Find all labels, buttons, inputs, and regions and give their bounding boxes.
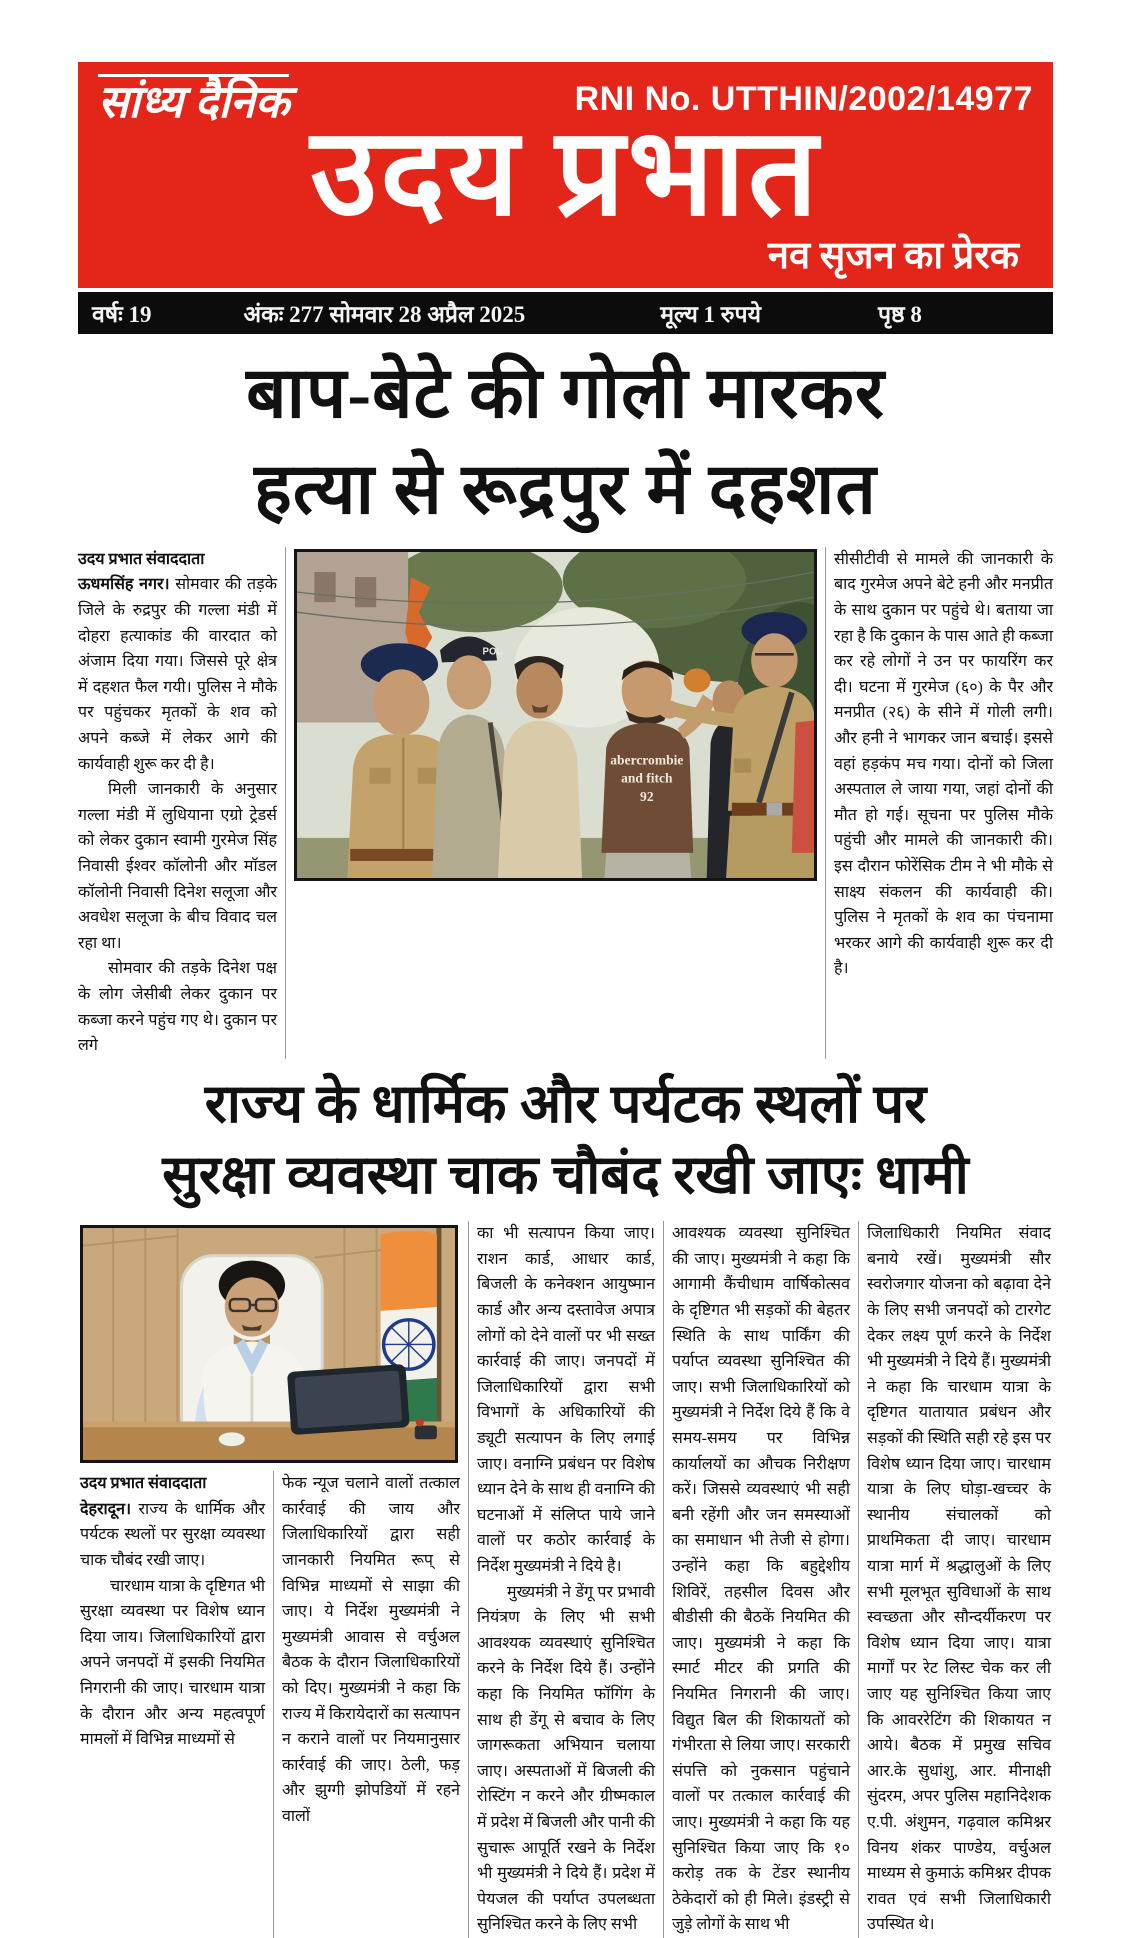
article-paragraph: [78, 572, 277, 777]
second-headline-line1: राज्य के धार्मिक और पर्यटक स्थलों पर: [204, 1073, 927, 1134]
lead-story: [78, 547, 1053, 1059]
newspaper-tagline: नव सृजन का प्रेरक: [767, 234, 1019, 277]
shirt-text-line1: abercrombie: [610, 752, 684, 768]
paragraph-text: राज्य के धार्मिक और पर्यटक स्थलों पर सुरक्षा व्यवस्था चाक चौबंद रखी जाए।: [80, 1500, 265, 1570]
cm-meeting-photo: [80, 1225, 458, 1463]
date-bar: [78, 292, 1053, 334]
article-paragraph: का भी सत्यापन किया जाए। राशन कार्ड, आधार कार्ड, बिजली के कनेक्शन आयुष्मान कार्ड और अन्य दस्तावेज अपात्र लोगों को देने वालों पर भी सख्त कार्रवाई की जाए। जनपदों में जिलाधिकारियों द्वारा सभी विभागों के अधिकारियों की ड्यूटी सत्यापन के लिए लगाई जाए। वनाग्नि प्रबंधन पर विशेष ध्यान देने के साथ ही वनाग्नि की घटनाओं में संलिप्त पाये जाने वालों पर कठोर कार्रवाई के निर्देश मुख्यमंत्री ने दिये है।: [477, 1225, 655, 1576]
rni-number: RNI No. UTTHIN/2002/14977: [574, 80, 1033, 118]
article-paragraph: सीसीटीवी से मामले की जानकारी के बाद गुरमेज अपने बेटे हनी और मनप्रीत के साथ दुकान पर पहुंचे थे। बताया जा रहा है कि दुकान के पास आते ही कब्जा कर रहे लोगों ने उन पर फायरिंग कर दी। घटना में गुरमेज (६०) के पैर और मनप्रीत (२६) के सीने में गोली लगी। और हनी ने भागकर जान बचाई। इससे वहां हड़कंप मच गया। दोनों को जिला अस्पताल ले जाया गया, जहां दोनों की मौत हो गई। सूचना पर पुलिस मौके पहुंची और मामले की जानकारी की। इस दौरान फोरेंसिक टीम ने भी मौके से साक्ष्य संकलन की कार्यवाही की। पुलिस ने मृतकों के शव का पंचनामा भरकर आगे की कार्यवाही शुरू कर दी है।: [834, 550, 1053, 978]
second-story-column-3: [468, 1221, 663, 1938]
second-story-column-4: [663, 1221, 858, 1938]
lead-headline-line2: हत्या से रूद्रपुर में दहशत: [254, 451, 877, 530]
article-paragraph: मिली जानकारी के अनुसार गल्ला मंडी में लुधियाना एग्रो ट्रेडर्स को लेकर दुकान स्वामी गुरमेज सिंह निवासी ईश्वर कॉलोनी और मॉडल कॉलोनी निवासी दिनेश सलूजा और अवधेश सलूजा के बीच विवाद चल रहा था।: [78, 781, 277, 952]
dateline-lead-in: ऊधमसिंह नगर।: [78, 576, 170, 594]
second-story: [78, 1221, 1053, 1938]
lead-story-left-column: [78, 547, 286, 1059]
price-label: मूल्य 1 रुपये: [660, 301, 761, 327]
byline: उदय प्रभात संवाददाता: [78, 550, 205, 568]
crime-scene-photo: [294, 549, 817, 881]
second-headline-line2: सुरक्षा व्यवस्था चाक चौबंद रखी जाएः धामी: [162, 1145, 969, 1206]
cap-text: POL: [482, 646, 503, 658]
edition-label: सांध्य दैनिक: [98, 74, 289, 126]
masthead: [78, 62, 1053, 288]
microphone-light: [416, 1419, 424, 1427]
lead-story-right-column: [825, 547, 1053, 1059]
page-count-label: पृष्ठ 8: [877, 301, 922, 327]
second-story-column-2: [273, 1471, 468, 1938]
article-paragraph: फेक न्यूज चलाने वालों तत्काल कार्रवाई की जाय और जिलाधिकारियों द्वारा सही जानकारी नियमित रूप् से विभिन्न माध्यमों से साझा की जाए। ये निर्देश मुख्यमंत्री ने मुख्यमंत्री आवास से वर्चुअल बैठक के दौरान जिलाधिकारियों को दिए। मुख्यमंत्री ने कहा कि राज्य में किरायेदारों का सत्यापन न कराने वालों पर नियमानुसार कार्रवाई की जाए। ठेली, फड़ और झुग्गी झोपडियों में रहने वालों: [282, 1475, 460, 1826]
paragraph-text: सोमवार की तड़के जिले के रुद्रपुर की गल्ला मंडी में दोहरा हत्याकांड की वारदात को अंजाम दिया गया। जिससे पूरे क्षेत्र में दहशत फैल गयी। पुलिस ने मौके पर पहुंचकर मृतकों के शव को अपने कब्जे में लेकर आगे की कार्यवाही शुरू कर दी है।: [78, 576, 277, 773]
lead-headline: [78, 346, 1053, 539]
article-paragraph: मुख्यमंत्री ने डेंगू पर प्रभावी नियंत्रण के लिए भी सभी आवश्यक व्यवस्थाएं सुनिश्चित करने के निर्देश दिये हैं। उन्होंने कहा कि नियमित फॉगिंग के साथ ही डेंगू से बचाव के लिए जागरूकता अभियान चलाया जाए। अस्पताओं में बिजली की रोस्टिंग न करने और ग्रीष्मकाल में प्रदेश में बिजली और पानी की सुचारू आपूर्ति रखने के निर्देश भी मुख्यमंत्री ने दिये हैं। प्रदेश में पेयजल की पर्याप्त उपलब्धता सुनिश्चित करने के लिए सभी: [477, 1583, 655, 1934]
second-story-column-1: [78, 1471, 273, 1938]
volume-label: वर्षः 19: [92, 301, 152, 327]
issue-date-label: अंकः 277 सोमवार 28 अप्रैल 2025: [243, 301, 526, 327]
article-paragraph: आवश्यक व्यवस्था सुनिश्चित की जाए। मुख्यमंत्री ने कहा कि आगामी कैंचीधाम वार्षिकोत्सव के दृष्टिगत भी सड़कों की बेहतर स्थिति के साथ पार्किंग की पर्याप्त व्यवस्था सुनिश्चित की जाए। सभी जिलाधिकारियों को मुख्यमंत्री ने निर्देश दिये हैं कि वे समय-समय पर विभिन्न कार्यालयों का औचक निरीक्षण करें। जिससे व्यवस्थाएं भी सही बनी रहेंगी और जन समस्याओं का समाधान भी तेजी से होगा। उन्होंने कहा कि बहुद्देशीय शिविरें, तहसील दिवस और बीडीसी की बैठकें नियमित की जाए। मुख्यमंत्री ने कहा कि स्मार्ट मीटर की प्रगति की नियमित निगरानी की जाए। विद्युत बिल की शिकायतों को गंभीरता से लिया जाए। सरकारी संपत्ति को नुकसान पहुंचाने वालों पर तत्काल कार्रवाई की जाए। मुख्यमंत्री ने कहा कि यह सुनिश्चित किया जाए कि १० करोड़ तक के टेंडर स्थानीय ठेकेदारों को ही मिले। इंडस्ट्री से जुड़े लोगों के साथ भी: [672, 1225, 850, 1934]
shirt-text-line2: and fitch: [621, 770, 673, 786]
tablet-device: [287, 1364, 410, 1435]
dateline-lead-in: देहरादून।: [80, 1500, 132, 1518]
second-headline: [78, 1069, 1053, 1212]
crime-scene-illustration: [297, 552, 814, 878]
second-story-photo: [78, 1221, 468, 1471]
article-paragraph: चारधाम यात्रा के दृष्टिगत भी सुरक्षा व्यवस्था पर विशेष ध्यान दिया जाय। जिलाधिकारियों द्वारा अपने जनपदों में इसकी नियमित निगरानी की जाए। चारधाम यात्रा के दौरान और अन्य महत्वपूर्ण मामलों में विभिन्न माध्यमों से: [80, 1577, 265, 1749]
cup: [219, 1433, 245, 1447]
article-paragraph: जिलाधिकारी नियमित संवाद बनाये रखें। मुख्यमंत्री सौर स्वरोजगार योजना को बढ़ावा देने के लिए सभी जनपदों को टारगेट देकर लक्ष्य पूर्ण करने के निर्देश भी मुख्यमंत्री ने दिये हैं। मुख्यमंत्री ने कहा कि चारधाम यात्रा के दृष्टिगत यातायात प्रबंधन और सड़कों की स्थिति सही रहे इस पर विशेष ध्यान दिया जाए। चारधाम यात्रा के लिए घोड़ा-खच्चर के स्थानीय संचालकों को प्राथमिकता दी जाए। चारधाम यात्रा मार्ग में श्रद्धालुओं के लिए सभी मूलभूत सुविधाओं के साथ स्वच्छता और सौन्दर्यीकरण पर विशेष ध्यान दिया जाए। यात्रा मार्गों पर रेट लिस्ट चेक कर ली जाए यह सुनिश्चित किया जाए कि आवररेटिंग की शिकायत न आये। बैठक में प्रमुख सचिव आर.के सुधांशु, आर. मीनाक्षी सुंदरम, अपर पुलिस महानिदेशक ए.पी. अंशुमन, गढ़वाल कमिश्नर विनय शंकर पाण्डेय, वर्चुअल माध्यम से कुमाऊं कमिश्नर दीपक रावत एवं सभी जिलाधिकारी उपस्थित थे।: [867, 1225, 1051, 1934]
lead-headline-line1: बाप-बेटे की गोली मारकर: [246, 354, 885, 433]
newspaper-title: उदय प्रभात: [310, 106, 821, 242]
article-paragraph: [80, 1497, 265, 1574]
second-story-column-5: [858, 1221, 1053, 1938]
shirt-text-line3: 92: [640, 788, 654, 804]
article-paragraph: सोमवार की तड़के दिनेश पक्ष के लोग जेसीबी लेकर दुकान पर कब्जा करने पहुंच गए थे। दुकान पर लगे: [78, 960, 277, 1055]
lead-story-photo: [286, 547, 825, 1059]
byline: उदय प्रभात संवाददाता: [80, 1475, 207, 1493]
cm-meeting-illustration: [83, 1228, 455, 1460]
